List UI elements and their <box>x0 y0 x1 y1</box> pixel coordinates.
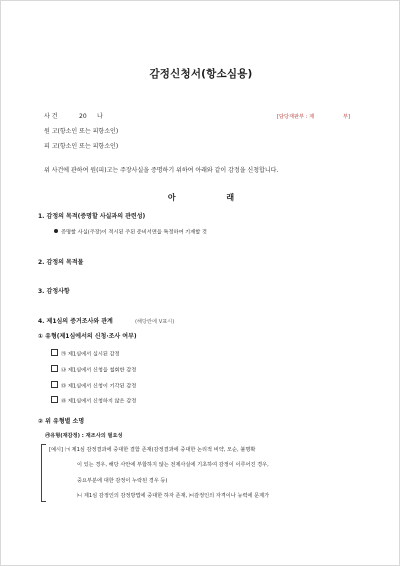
checkbox-c[interactable] <box>51 381 58 388</box>
option-d <box>51 396 136 405</box>
section-1-note-text: 증명할 사실(주장)이 적시된 주된 준비서면을 특정하여 기재할 것 <box>61 229 207 236</box>
case-suffix: 나 <box>97 113 103 120</box>
option-d-label: ㉱ 제1심에서 신청하지 않은 감정 <box>61 398 137 405</box>
example-line-1: [예시] ㈀ 제1심 감정결과에 중대한 결함 존재(감정결과에 중대한 논리적 비약, 모순, 불명확 <box>49 447 256 453</box>
document-title: 감정신청서(항소심용) <box>149 68 253 80</box>
option-b-label: ㉯ 제1심에서 신청을 철회한 감정 <box>61 367 137 374</box>
section-1-note <box>54 229 207 236</box>
example-line-2: 이 있는 경우, 해당 사안에 부합하지 않는 전제사실에 기초하여 감정이 이루어진 경우, <box>77 462 269 468</box>
option-c-label: ㉰ 제1심에서 신청이 기각된 감정 <box>61 383 137 390</box>
intro-text: 위 사건에 관하여 원(피)고는 주장사실을 증명하기 위하여 아래와 같이 감정을 신청합니다. <box>44 167 279 174</box>
example-line-3: 중요부분에 대한 감정이 누락된 경우 등) <box>77 478 168 484</box>
checkbox-d[interactable] <box>51 396 58 403</box>
subsection-1-title: ① 유형(제1심에서의 신청·조사 여부) <box>38 333 137 340</box>
case-label: 사 건 <box>44 113 58 120</box>
defendant-line: 피 고(항소인 또는 피항소인) <box>44 143 119 150</box>
option-a <box>51 349 120 358</box>
bullet-icon <box>54 229 58 233</box>
subsection-2-title: ② 위 유형별 소명 <box>38 418 85 425</box>
court-division-end: 부] <box>343 114 351 120</box>
section-4-note: (해당란에 V표시) <box>135 319 175 325</box>
option-a-label: ㉮ 제1심에서 실시된 감정 <box>61 351 120 358</box>
section-3-title: 3. 감정사항 <box>38 288 70 295</box>
section-4-title: 4. 제1심의 증거조사와 관계 <box>38 318 113 325</box>
example-line-4: ㈁ 제1심 감정인의 감정방법에 중대한 하자 존재, ㈂감정인의 자격이나 능력에 문제가 <box>77 493 270 499</box>
case-year: 20 <box>79 113 87 120</box>
plaintiff-line: 원 고(항소인 또는 피항소인) <box>44 128 119 135</box>
section-heading: 아 래 <box>167 193 259 202</box>
section-1-title: 1. 감정의 목적(증명할 사실과의 관련성) <box>38 213 146 220</box>
court-division-label: [담당재판부 : 제 <box>277 114 315 120</box>
option-c <box>51 381 136 390</box>
example-bracket <box>41 444 46 502</box>
option-b <box>51 365 136 374</box>
checkbox-b[interactable] <box>51 365 58 372</box>
checkbox-a[interactable] <box>51 349 58 356</box>
subsection-2-sub: ㉮유형(재감정) : 재조사의 필요성 <box>45 433 123 439</box>
section-2-title: 2. 감정의 목적물 <box>38 259 84 266</box>
